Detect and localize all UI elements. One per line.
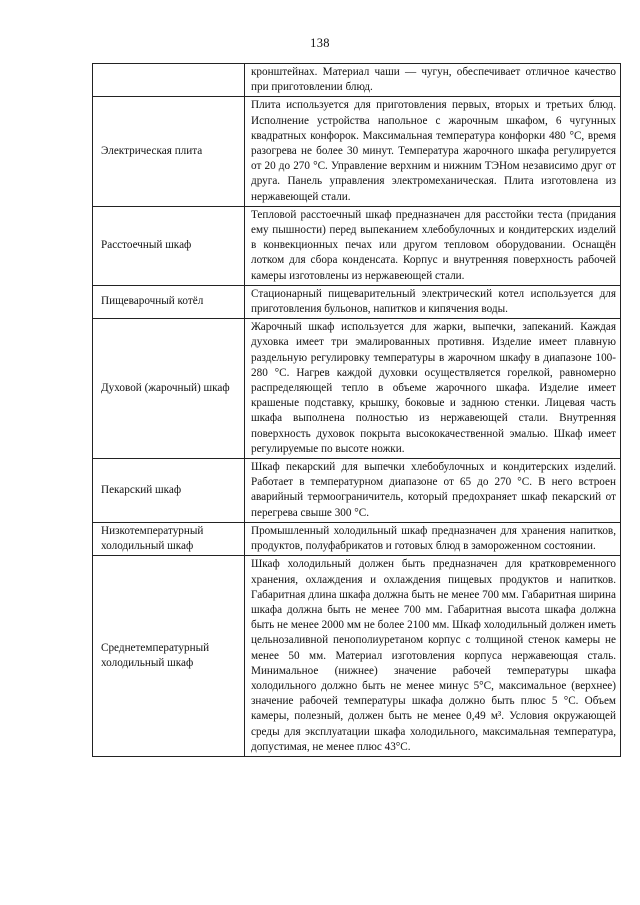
equipment-spec-table (92, 63, 621, 757)
table-row (93, 556, 621, 757)
equipment-description: Стационарный пищеварительный электрический котел используется для приготовления бульонов, напитков и кипячения воды. (245, 285, 621, 318)
table-row (93, 206, 621, 285)
table-row (93, 522, 621, 555)
equipment-description: Жарочный шкаф используется для жарки, выпечки, запеканий. Каждая духовка имеет три эмалированных противня. Изделие имеет плавную раздельную регулировку температуры в жарочном шкафу в диапазоне 100-280 °С. Нагрев каждой духовки осуществляется горелкой, равномерно распределяющей тепло в объеме жарочного шкафа. Изделие имеет крашеные подставку, крышку, боковые и заднюю стенки. Лицевая часть шкафа выполнена полностью из нержавеющей стали. Внутренняя поверхность духовок покрыта высококачественной эмалью. Шкаф имеет регулируемые по высоте ножки. (245, 319, 621, 459)
equipment-description: Шкаф пекарский для выпечки хлебобулочных и кондитерских изделий. Работает в температурном диапазоне от 65 до 270 °С. В него встроен аварийный термоограничитель, который предохраняет шкаф пекарский от перегрева свыше 300 °С. (245, 459, 621, 523)
table-row (93, 64, 621, 97)
equipment-description: Шкаф холодильный должен быть предназначен для кратковременного хранения, охлаждения и охлаждения пищевых продуктов и напитков. Габаритная длина шкафа должна быть не менее 700 мм. Габаритная ширина шкафа должна быть не менее 700 мм. Габаритная высота шкафа должна быть не менее 2000 мм не более 2100 мм. Шкаф холодильный должен иметь цельнозаливной пенополиуретаном корпус с толщиной стенок камеры не менее 50 мм. Материал изготовления корпуса нержавеющая сталь. Минимальное (нижнее) значение рабочей температуры шкафа холодильного должно быть не менее минус 5°С, максимальное (верхнее) значение рабочей температуры шкафа должно быть плюс 5 °С. Объем камеры, полезный, должен быть не менее 0,49 м³. Условия окружающей среды для эксплуатации шкафа холодильного, максимальная температура, допустимая, не менее плюс 43°С. (245, 556, 621, 757)
equipment-name (93, 64, 245, 97)
equipment-name: Низкотемпературный холодильный шкаф (93, 522, 245, 555)
equipment-name: Среднетемпературный холодильный шкаф (93, 556, 245, 757)
equipment-description: кронштейнах. Материал чаши — чугун, обеспечивает отличное качество при приготовлении блюд. (245, 64, 621, 97)
equipment-name: Пекарский шкаф (93, 459, 245, 523)
equipment-description: Тепловой расстоечный шкаф предназначен для расстойки теста (придания ему пышности) перед выпеканием хлебобулочных и кондитерских изделий в конвекционных печах или другом тепловом оборудовании. Оснащён лотком для сбора конденсата. Корпус и внутренняя поверхность рабочей камеры изготовлены из нержавеющей стали. (245, 206, 621, 285)
equipment-name: Пищеварочный котёл (93, 285, 245, 318)
equipment-name: Духовой (жарочный) шкаф (93, 319, 245, 459)
equipment-name: Расстоечный шкаф (93, 206, 245, 285)
equipment-description: Промышленный холодильный шкаф предназначен для хранения напитков, продуктов, полуфабрикатов и готовых блюд в замороженном состоянии. (245, 522, 621, 555)
table-row (93, 319, 621, 459)
table-row (93, 97, 621, 206)
table-row (93, 285, 621, 318)
equipment-name: Электрическая плита (93, 97, 245, 206)
equipment-description: Плита используется для приготовления первых, вторых и третьих блюд. Исполнение устройства напольное с жарочным шкафом, 6 чугунных квадратных конфорок. Максимальная температура конфорки 480 °С, время разогрева не более 30 минут. Температура жарочного шкафа регулируется от 20 до 270 °С. Управление верхним и нижним ТЭНом независимо друг от друга. Панель управления электромеханическая. Плита изготовлена из нержавеющей стали. (245, 97, 621, 206)
page-number: 138 (310, 36, 330, 50)
table-row (93, 459, 621, 523)
